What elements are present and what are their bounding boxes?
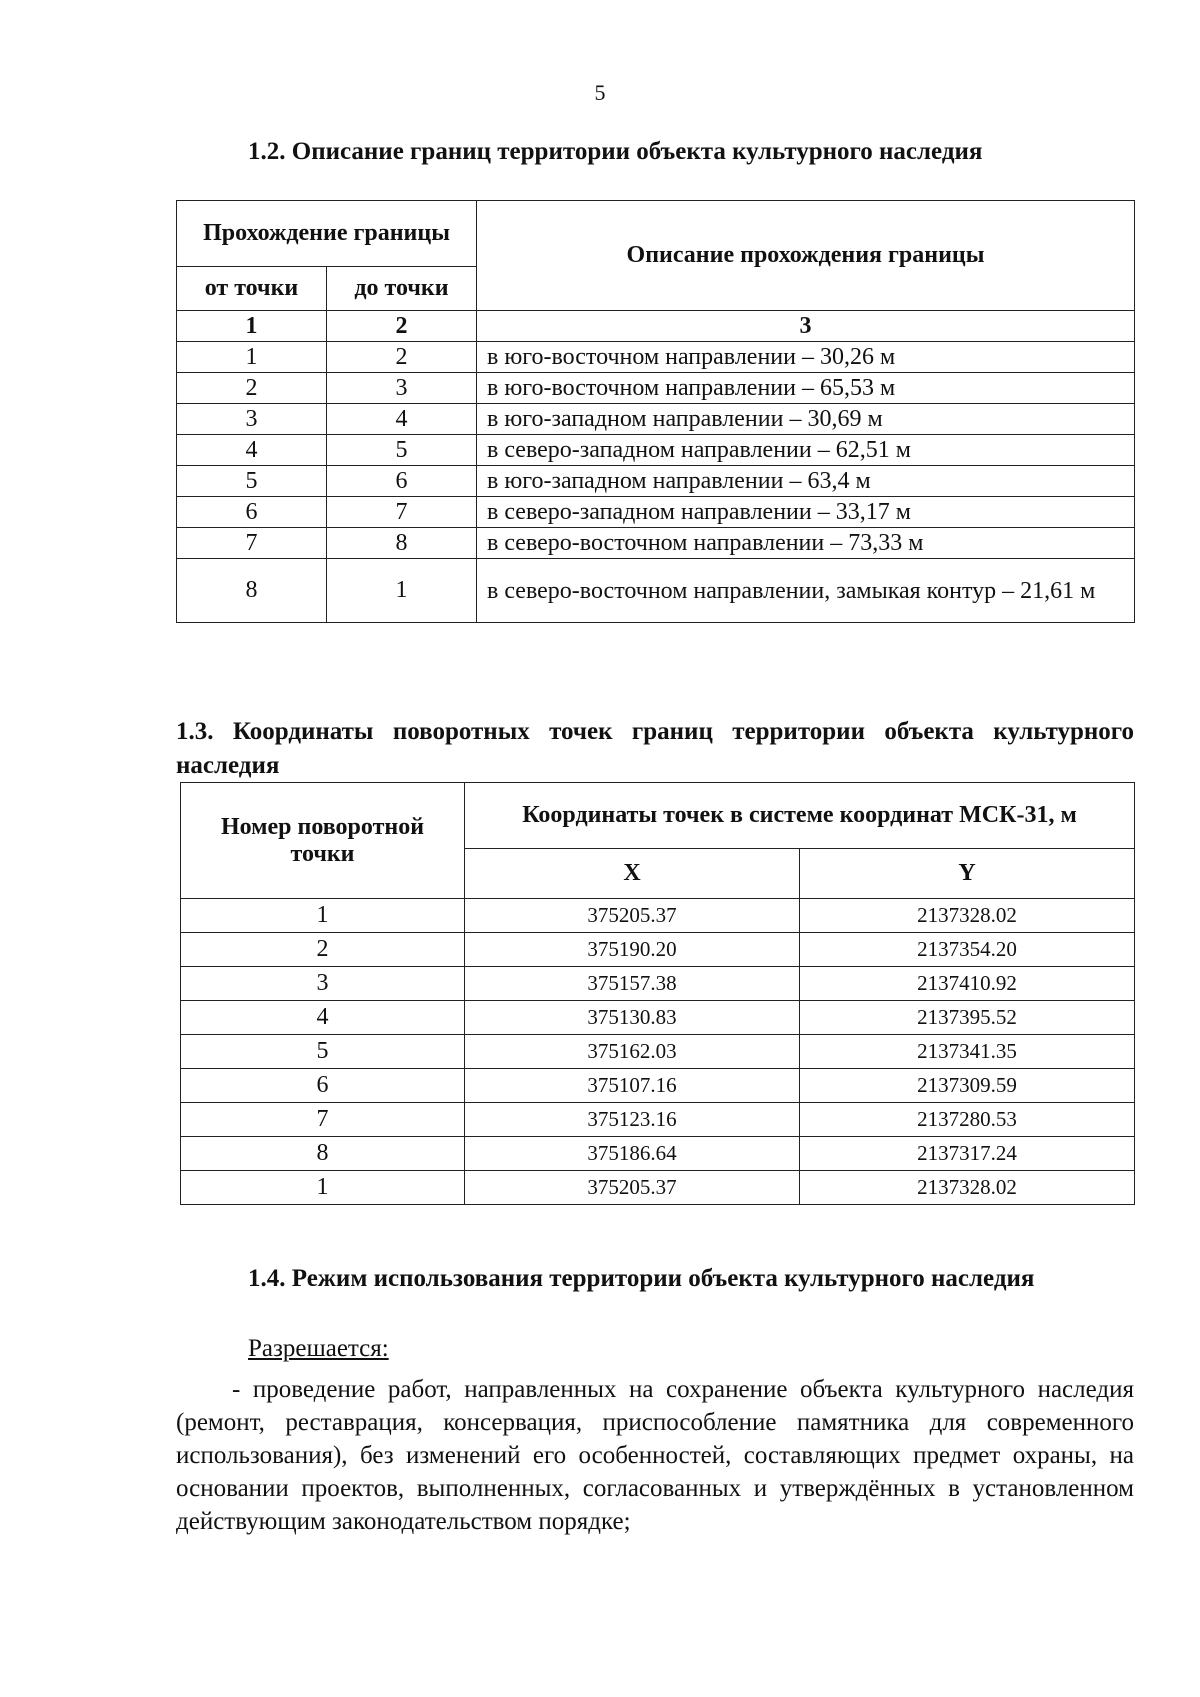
y-cell: 2137395.52 [800,1001,1135,1035]
y-cell: 2137309.59 [800,1069,1135,1103]
description-cell: в северо-западном направлении – 62,51 м [477,435,1135,466]
table-row [181,967,1135,1001]
y-cell: 2137410.92 [800,967,1135,1001]
boundary-description-table [176,200,1135,623]
point-cell: 7 [181,1103,465,1137]
point-cell: 3 [181,967,465,1001]
y-cell: 2137354.20 [800,933,1135,967]
x-cell: 375205.37 [465,899,800,933]
header-y: Y [800,849,1135,899]
description-cell: в северо-восточном направлении, замыкая контур – 21,61 м [477,559,1135,623]
table-row [181,1001,1135,1035]
column-number: 3 [477,311,1135,342]
table-row [181,1069,1135,1103]
column-number-row [177,311,1135,342]
to-cell: 3 [327,373,477,404]
y-cell: 2137341.35 [800,1035,1135,1069]
table-row [181,1103,1135,1137]
table-row [177,373,1135,404]
point-cell: 4 [181,1001,465,1035]
from-cell: 8 [177,559,327,623]
header-description: Описание прохождения границы [477,201,1135,311]
table-row [177,497,1135,528]
section-1-2-title: 1.2. Описание границ территории объекта культурного наследия [248,138,983,165]
table-row [177,466,1135,497]
section-1-4-title: 1.4. Режим использования территории объекта культурного наследия [248,1265,1035,1292]
table-row [177,404,1135,435]
column-number: 1 [177,311,327,342]
to-cell: 6 [327,466,477,497]
x-cell: 375205.37 [465,1171,800,1205]
to-cell: 7 [327,497,477,528]
header-coordinates: Координаты точек в системе координат МСК-31, м [465,783,1135,849]
from-cell: 4 [177,435,327,466]
table-row [181,1171,1135,1205]
x-cell: 375130.83 [465,1001,800,1035]
description-cell: в юго-западном направлении – 30,69 м [477,404,1135,435]
x-cell: 375157.38 [465,967,800,1001]
header-boundary-passage: Прохождение границы [177,201,477,267]
y-cell: 2137328.02 [800,1171,1135,1205]
to-cell: 5 [327,435,477,466]
table-row [177,342,1135,373]
point-cell: 5 [181,1035,465,1069]
to-cell: 4 [327,404,477,435]
description-cell: в юго-восточном направлении – 65,53 м [477,373,1135,404]
point-cell: 1 [181,1171,465,1205]
to-cell: 2 [327,342,477,373]
to-cell: 1 [327,559,477,623]
x-cell: 375186.64 [465,1137,800,1171]
point-cell: 6 [181,1069,465,1103]
coordinates-table [180,782,1135,1205]
table-row [177,559,1135,623]
x-cell: 375107.16 [465,1069,800,1103]
description-cell: в юго-восточном направлении – 30,26 м [477,342,1135,373]
header-to-point: до точки [327,267,477,311]
section-1-3-title: 1.3. Координаты поворотных точек границ территории объекта культурного наследия [176,718,1134,779]
allowed-label: Разрешается: [248,1335,389,1362]
to-cell: 8 [327,528,477,559]
description-cell: в юго-западном направлении – 63,4 м [477,466,1135,497]
table-row [177,435,1135,466]
table-row [177,528,1135,559]
header-from-point: от точки [177,267,327,311]
point-cell: 1 [181,899,465,933]
x-cell: 375190.20 [465,933,800,967]
header-x: X [465,849,800,899]
table-header-row [177,201,1135,267]
x-cell: 375123.16 [465,1103,800,1137]
description-cell: в северо-восточном направлении – 73,33 м [477,528,1135,559]
y-cell: 2137328.02 [800,899,1135,933]
description-cell: в северо-западном направлении – 33,17 м [477,497,1135,528]
y-cell: 2137280.53 [800,1103,1135,1137]
table-row [181,933,1135,967]
page-number: 5 [594,80,606,105]
table-row [181,1137,1135,1171]
point-cell: 8 [181,1137,465,1171]
from-cell: 6 [177,497,327,528]
table-row [181,899,1135,933]
table-row [181,1035,1135,1069]
table-header-row [181,783,1135,849]
from-cell: 7 [177,528,327,559]
from-cell: 3 [177,404,327,435]
y-cell: 2137317.24 [800,1137,1135,1171]
from-cell: 2 [177,373,327,404]
header-point-number: Номер поворотной точки [181,783,465,899]
point-cell: 2 [181,933,465,967]
from-cell: 5 [177,466,327,497]
allowed-paragraph: - проведение работ, направленных на сохранение объекта культурного наследия (ремонт, реставрация, консервация, приспособление памятника для современного использования), без изменений его особенностей, составляющих предмет охраны, на основании проектов, выполненных, согласованных и утверждённых в установленном действующим законодательством порядке; [176,1376,1134,1535]
from-cell: 1 [177,342,327,373]
x-cell: 375162.03 [465,1035,800,1069]
column-number: 2 [327,311,477,342]
